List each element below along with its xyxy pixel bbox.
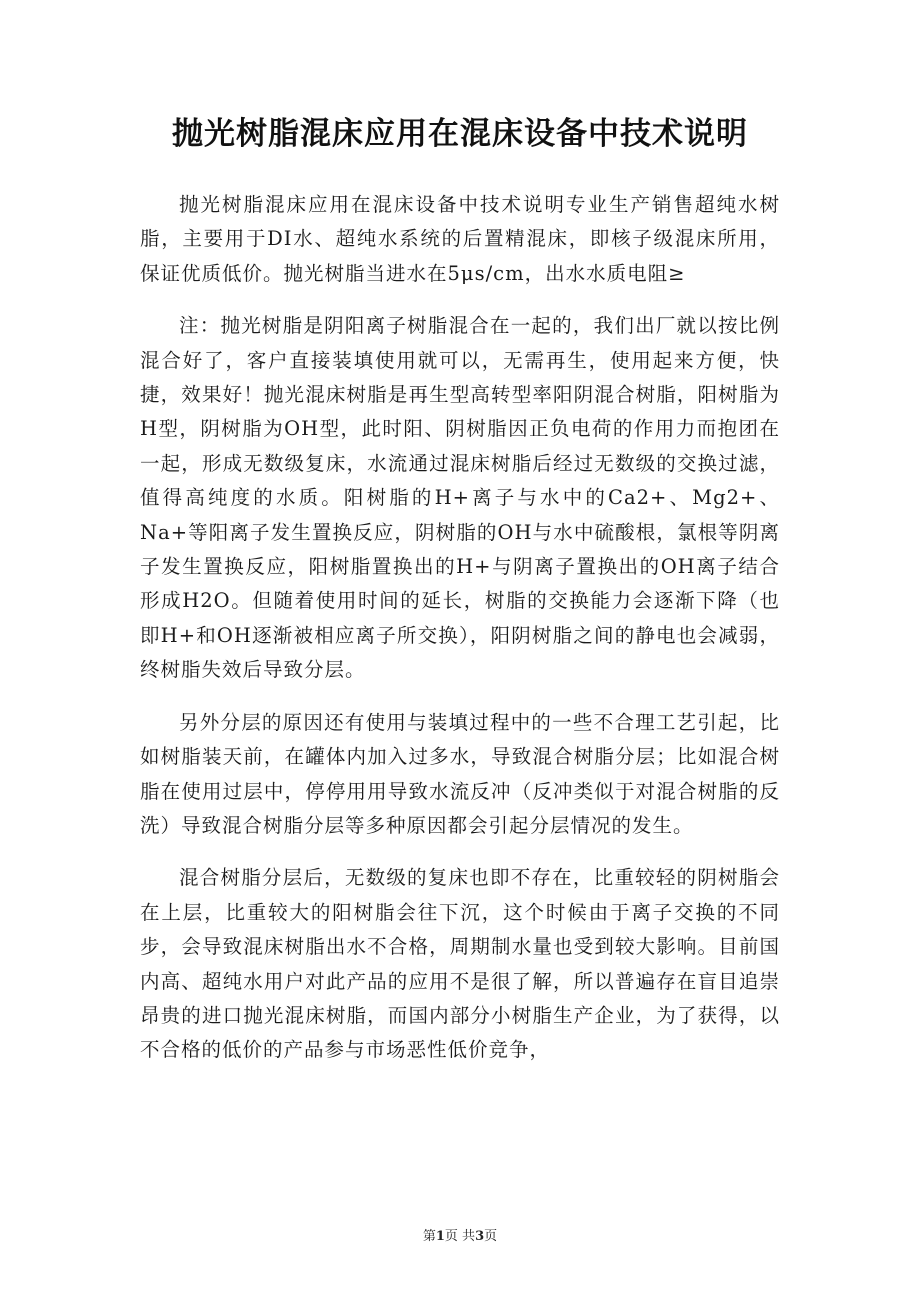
paragraph-2: 注：抛光树脂是阴阳离子树脂混合在一起的，我们出厂就以按比例混合好了，客户直接装填使用就可以，无需再生，使用起来方便，快捷，效果好！抛光混床树脂是再生型高转型率阳阴混合树脂，阳树脂为H型，阴树脂为OH型，此时阳、阴树脂因正负电荷的作用力而抱团在一起，形成无数级复床，水流通过混床树脂后经过无数级的交换过滤，值得高纯度的水质。阳树脂的H+离子与水中的Ca2+、Mg2+、Na+等阳离子发生置换反应，阴树脂的OH与水中硫酸根，氯根等阴离子发生置换反应，阳树脂置换出的H+与阴离子置换出的OH离子结合形成H2O。但随着使用时间的延长，树脂的交换能力会逐渐下降（也即H+和OH逐渐被相应离子所交换），阳阴树脂之间的静电也会减弱，终树脂失效后导致分层。 (140, 314, 780, 682)
footer-suffix: 页 (484, 1229, 498, 1244)
footer-prefix: 第 (422, 1229, 436, 1244)
document-title: 抛光树脂混床应用在混床设备中技术说明 (172, 116, 748, 152)
document-body (140, 188, 780, 1086)
paragraph-1: 抛光树脂混床应用在混床设备中技术说明专业生产销售超纯水树脂，主要用于DI水、超纯水系统的后置精混床，即核子级混床所用，保证优质低价。抛光树脂当进水在5μs/cm，出水水质电阻≥ (140, 193, 780, 285)
paragraph-3: 另外分层的原因还有使用与装填过程中的一些不合理工艺引起，比如树脂装天前，在罐体内加入过多水，导致混合树脂分层；比如混合树脂在使用过层中，停停用用导致水流反冲（反冲类似于对混合树脂的反洗）导致混合树脂分层等多种原因都会引起分层情况的发生。 (140, 710, 780, 837)
paragraph-4: 混合树脂分层后，无数级的复床也即不存在，比重较轻的阴树脂会在上层，比重较大的阳树脂会往下沉，这个时候由于离子交换的不同步，会导致混床树脂出水不合格，周期制水量也受到较大影响。目前国内高、超纯水用户对此产品的应用不是很了解，所以普遍存在盲目追崇昂贵的进口抛光混床树脂，而国内部分小树脂生产企业，为了获得，以不合格的低价的产品参与市场恶性低价竞争， (140, 866, 780, 1062)
page-footer (0, 1228, 920, 1246)
footer-total-pages: 3 (475, 1229, 485, 1244)
footer-middle: 页 共 (444, 1229, 476, 1244)
footer-current-page: 1 (435, 1229, 445, 1244)
